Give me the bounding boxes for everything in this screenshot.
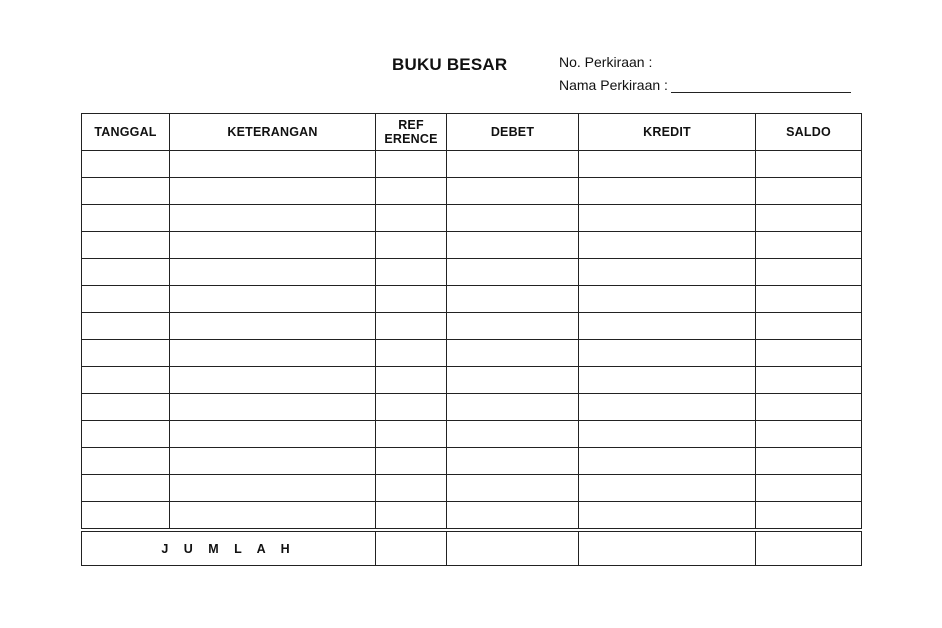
total-cell-debet [447, 530, 579, 566]
table-row [82, 475, 862, 502]
table-cell-saldo [756, 394, 862, 421]
account-name-label: Nama Perkiraan : [559, 77, 668, 93]
table-cell-kredit [579, 394, 756, 421]
table-cell-keterangan [170, 178, 376, 205]
table-cell-reference [376, 448, 447, 475]
ledger-body [82, 151, 862, 531]
table-cell-debet [447, 475, 579, 502]
account-name-blank-line [671, 78, 851, 93]
table-cell-tanggal [82, 367, 170, 394]
table-cell-kredit [579, 448, 756, 475]
total-row [82, 530, 862, 566]
table-row [82, 421, 862, 448]
table-cell-kredit [579, 475, 756, 502]
table-cell-saldo [756, 259, 862, 286]
table-cell-debet [447, 178, 579, 205]
table-row [82, 367, 862, 394]
table-cell-tanggal [82, 151, 170, 178]
table-row [82, 232, 862, 259]
table-row [82, 448, 862, 475]
table-cell-kredit [579, 178, 756, 205]
table-cell-kredit [579, 313, 756, 340]
table-cell-tanggal [82, 286, 170, 313]
table-cell-debet [447, 448, 579, 475]
table-cell-kredit [579, 232, 756, 259]
table-cell-reference [376, 367, 447, 394]
table-row [82, 340, 862, 367]
column-header-tanggal: TANGGAL [82, 114, 170, 151]
table-cell-saldo [756, 205, 862, 232]
table-cell-saldo [756, 340, 862, 367]
column-header-debet: DEBET [447, 114, 579, 151]
column-header-reference [376, 114, 447, 151]
table-cell-debet [447, 502, 579, 531]
table-cell-saldo [756, 232, 862, 259]
header-row [82, 114, 862, 151]
table-cell-keterangan [170, 286, 376, 313]
table-cell-tanggal [82, 340, 170, 367]
table-cell-keterangan [170, 205, 376, 232]
table-row [82, 286, 862, 313]
table-cell-reference [376, 178, 447, 205]
ledger-table [81, 113, 862, 566]
table-cell-kredit [579, 502, 756, 531]
table-cell-reference [376, 340, 447, 367]
table-cell-saldo [756, 475, 862, 502]
table-cell-reference [376, 205, 447, 232]
total-cell-reference [376, 530, 447, 566]
column-header-saldo: SALDO [756, 114, 862, 151]
total-cell-saldo [756, 530, 862, 566]
table-cell-reference [376, 421, 447, 448]
table-cell-keterangan [170, 448, 376, 475]
account-number-label: No. Perkiraan : [559, 54, 653, 70]
table-cell-tanggal [82, 448, 170, 475]
table-cell-keterangan [170, 151, 376, 178]
table-cell-kredit [579, 205, 756, 232]
table-cell-tanggal [82, 475, 170, 502]
table-cell-keterangan [170, 259, 376, 286]
table-row [82, 178, 862, 205]
total-cell-kredit [579, 530, 756, 566]
page-title: BUKU BESAR [392, 55, 508, 74]
table-cell-debet [447, 259, 579, 286]
table-cell-debet [447, 232, 579, 259]
table-row [82, 205, 862, 232]
table-row [82, 502, 862, 531]
table-cell-debet [447, 205, 579, 232]
table-cell-keterangan [170, 367, 376, 394]
table-cell-kredit [579, 151, 756, 178]
column-header-reference-line1: REF [398, 118, 424, 132]
table-cell-debet [447, 286, 579, 313]
table-cell-tanggal [82, 205, 170, 232]
table-cell-reference [376, 151, 447, 178]
table-cell-keterangan [170, 232, 376, 259]
table-cell-kredit [579, 421, 756, 448]
table-row [82, 313, 862, 340]
table-cell-debet [447, 394, 579, 421]
table-cell-keterangan [170, 502, 376, 531]
table-cell-tanggal [82, 421, 170, 448]
table-cell-saldo [756, 313, 862, 340]
table-cell-reference [376, 313, 447, 340]
column-header-keterangan: KETERANGAN [170, 114, 376, 151]
table-cell-tanggal [82, 259, 170, 286]
table-cell-tanggal [82, 178, 170, 205]
table-cell-reference [376, 232, 447, 259]
table-row [82, 394, 862, 421]
table-cell-keterangan [170, 475, 376, 502]
table-cell-reference [376, 259, 447, 286]
table-cell-saldo [756, 421, 862, 448]
table-cell-reference [376, 475, 447, 502]
account-number-field [559, 54, 652, 70]
table-cell-debet [447, 340, 579, 367]
table-cell-reference [376, 394, 447, 421]
table-cell-debet [447, 151, 579, 178]
table-cell-debet [447, 367, 579, 394]
table-cell-saldo [756, 448, 862, 475]
table-cell-debet [447, 313, 579, 340]
table-cell-reference [376, 502, 447, 531]
table-cell-tanggal [82, 394, 170, 421]
column-header-reference-line2: ERENCE [384, 132, 438, 146]
total-label: J U M L A H [82, 530, 376, 566]
account-name-field [559, 77, 851, 93]
table-cell-saldo [756, 502, 862, 531]
table-cell-tanggal [82, 232, 170, 259]
table-cell-reference [376, 286, 447, 313]
table-cell-saldo [756, 151, 862, 178]
table-cell-saldo [756, 367, 862, 394]
table-cell-debet [447, 421, 579, 448]
table-cell-keterangan [170, 313, 376, 340]
table-cell-keterangan [170, 340, 376, 367]
table-cell-saldo [756, 286, 862, 313]
table-cell-tanggal [82, 502, 170, 531]
table-cell-kredit [579, 259, 756, 286]
table-cell-kredit [579, 367, 756, 394]
table-cell-tanggal [82, 313, 170, 340]
table-cell-saldo [756, 178, 862, 205]
table-row [82, 151, 862, 178]
table-cell-kredit [579, 286, 756, 313]
table-row [82, 259, 862, 286]
table-cell-keterangan [170, 421, 376, 448]
table-cell-keterangan [170, 394, 376, 421]
table-cell-kredit [579, 340, 756, 367]
column-header-kredit: KREDIT [579, 114, 756, 151]
